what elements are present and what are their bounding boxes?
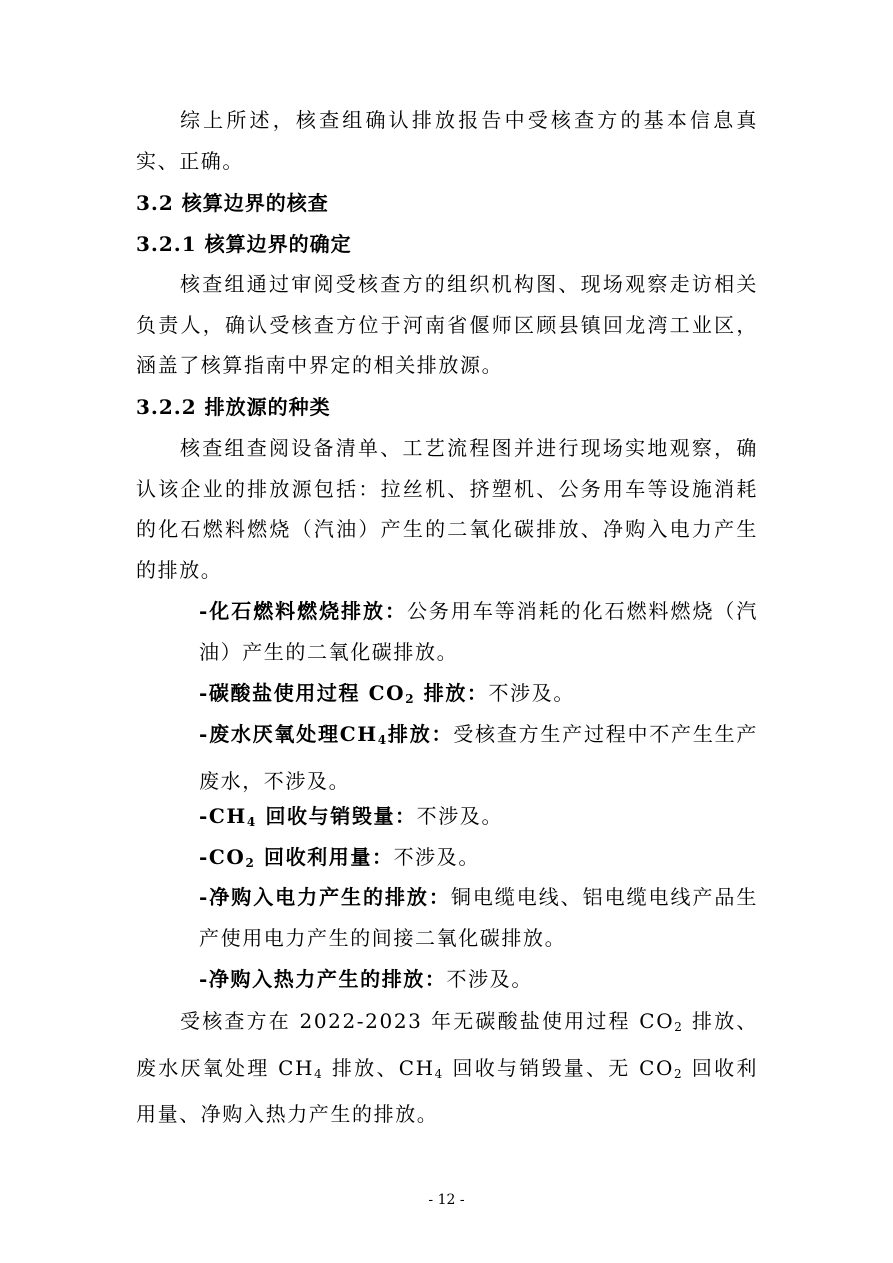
page-number: - 12 - (428, 1192, 465, 1208)
list-item-carbonate (199, 673, 758, 720)
list-item-wastewater (199, 714, 758, 801)
item-label: $-CH_4$ 回收与销毁量： (199, 804, 417, 829)
boundary-paragraph: 核查组通过审阅受核查方的组织机构图、现场观察走访相关负责人，确认受核查方位于河南省偃师区顾县镇回龙湾工业区，涵盖了核算指南中界定的相关排放源。 (136, 272, 758, 378)
item-text: 不涉及。 (488, 681, 575, 705)
section-3-2-heading: 3.2 核算边界的核查 (136, 191, 329, 215)
conclusion-paragraph: 综上所述，核查组确认排放报告中受核查方的基本信息真实、正确。 (136, 108, 758, 173)
item-text: 受核查方生产过程中不产生生产废水，不涉及。 (199, 722, 759, 793)
sources-paragraph: 核查组查阅设备清单、工艺流程图并进行现场实地观察，确认该企业的排放源包括：拉丝机、挤塑机、公务用车等设施消耗的化石燃料燃烧（汽油）产生的二氧化碳排放、净购入电力产生的排放。 (136, 436, 758, 583)
summary-paragraph: 受核查方在 2022-2023 年无碳酸盐使用过程 $CO_2$ 排放、废水厌氧处理 $CH_4$ 排放、$CH_4$ 回收与销毁量、无 $CO_2$ 回收利用量、净购入热力产生的排放。 (136, 1009, 758, 1127)
section-3-2-2-heading: 3.2.2 排放源的种类 (136, 395, 331, 419)
item-label: -碳酸盐使用过程 $CO_2$ 排放： (199, 681, 489, 706)
item-text: 不涉及。 (416, 804, 504, 828)
list-item-fossil-fuel (199, 591, 758, 672)
section-3-2-1-heading: 3.2.1 核算边界的确定 (136, 232, 352, 256)
list-item-ch4-recovery (199, 796, 758, 843)
item-text: 铜电缆电线、铝电缆电线产品生产使用电力产生的间接二氧化碳排放。 (199, 885, 758, 950)
list-item-heat (199, 959, 758, 1000)
item-label: -净购入热力产生的排放： (199, 967, 447, 991)
item-label: -废水厌氧处理$CH_4$排放： (199, 722, 454, 747)
item-text: 不涉及。 (393, 845, 480, 869)
item-text: 不涉及。 (446, 967, 533, 991)
item-text: 公务用车等消耗的化石燃料燃烧（汽油）产生的二氧化碳排放。 (199, 599, 758, 664)
item-label: -化石燃料燃烧排放： (199, 599, 407, 623)
item-label: $-CO_2$ 回收利用量： (199, 845, 394, 870)
item-label: -净购入电力产生的排放： (199, 885, 451, 909)
list-item-electricity (199, 877, 758, 958)
